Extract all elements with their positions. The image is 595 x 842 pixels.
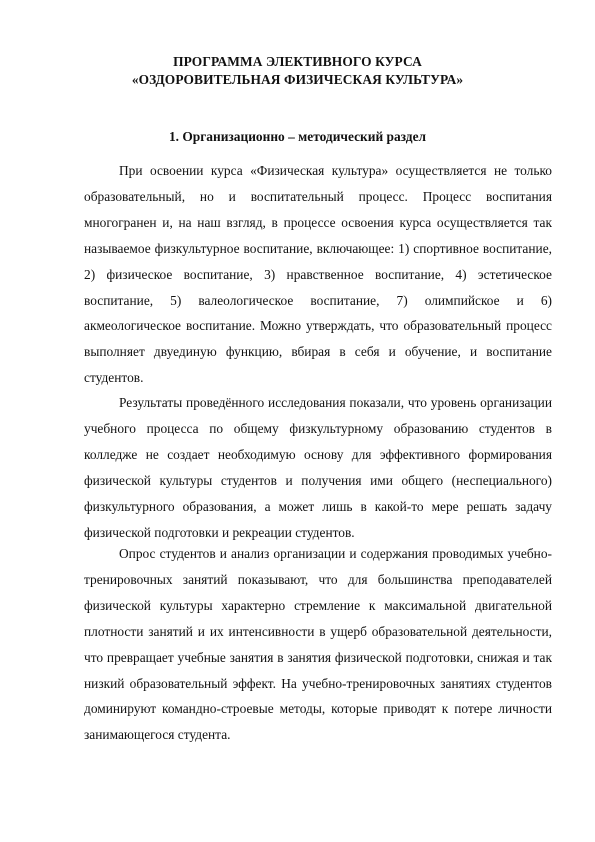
paragraph-1: При освоении курса «Физическая культура» осуществляется не только образовательный, но и воспитательный процесс. Процесс воспитания многогранен и, на наш взгляд, в процессе освоения курса осуществляется так называемое физкультурное воспитание, включающее: 1) спортивное воспитание, 2) физическое воспитание, 3) нравственное воспитание, 4) эстетическое воспитание, 5) валеологическое воспитание, 7) олимпийское и 6) акмеологическое воспитание. Можно утверждать, что образовательный процесс выполняет двуединую функцию, вбирая в себя и обучение, и воспитание студентов.: [84, 163, 552, 386]
paragraph-2: Результаты проведённого исследования показали, что уровень организации учебного процесса по общему физкультурному образованию студентов в колледже не создает необходимую основу для эффективного формирования физической культуры студентов и получения ими общего (неспециального) физкультурного образования, а может лишь в какой-то мере решать задачу физической подготовки и рекреации студентов.: [84, 395, 552, 540]
section-heading: 1. Организационно – методический раздел: [168, 129, 427, 144]
paragraph-3: Опрос студентов и анализ организации и содержания проводимых учебно-тренировочных занятий показывают, что для большинства преподавателей физической культуры характерно стремление к максимальной двигательной плотности занятий и их интенсивности в ущерб образовательной деятельности, что превращает учебные занятия в занятия физической подготовки, снижая и так низкий образовательный эффект. На учебно-тренировочных занятиях студентов доминируют командно-строевые методы, которые приводят к потере личности занимающегося студента.: [84, 546, 552, 743]
document-title-line-2: «ОЗДОРОВИТЕЛЬНАЯ ФИЗИЧЕСКАЯ КУЛЬТУРА»: [131, 72, 464, 87]
document-title-line-1: ПРОГРАММА ЭЛЕКТИВНОГО КУРСА: [173, 54, 422, 69]
